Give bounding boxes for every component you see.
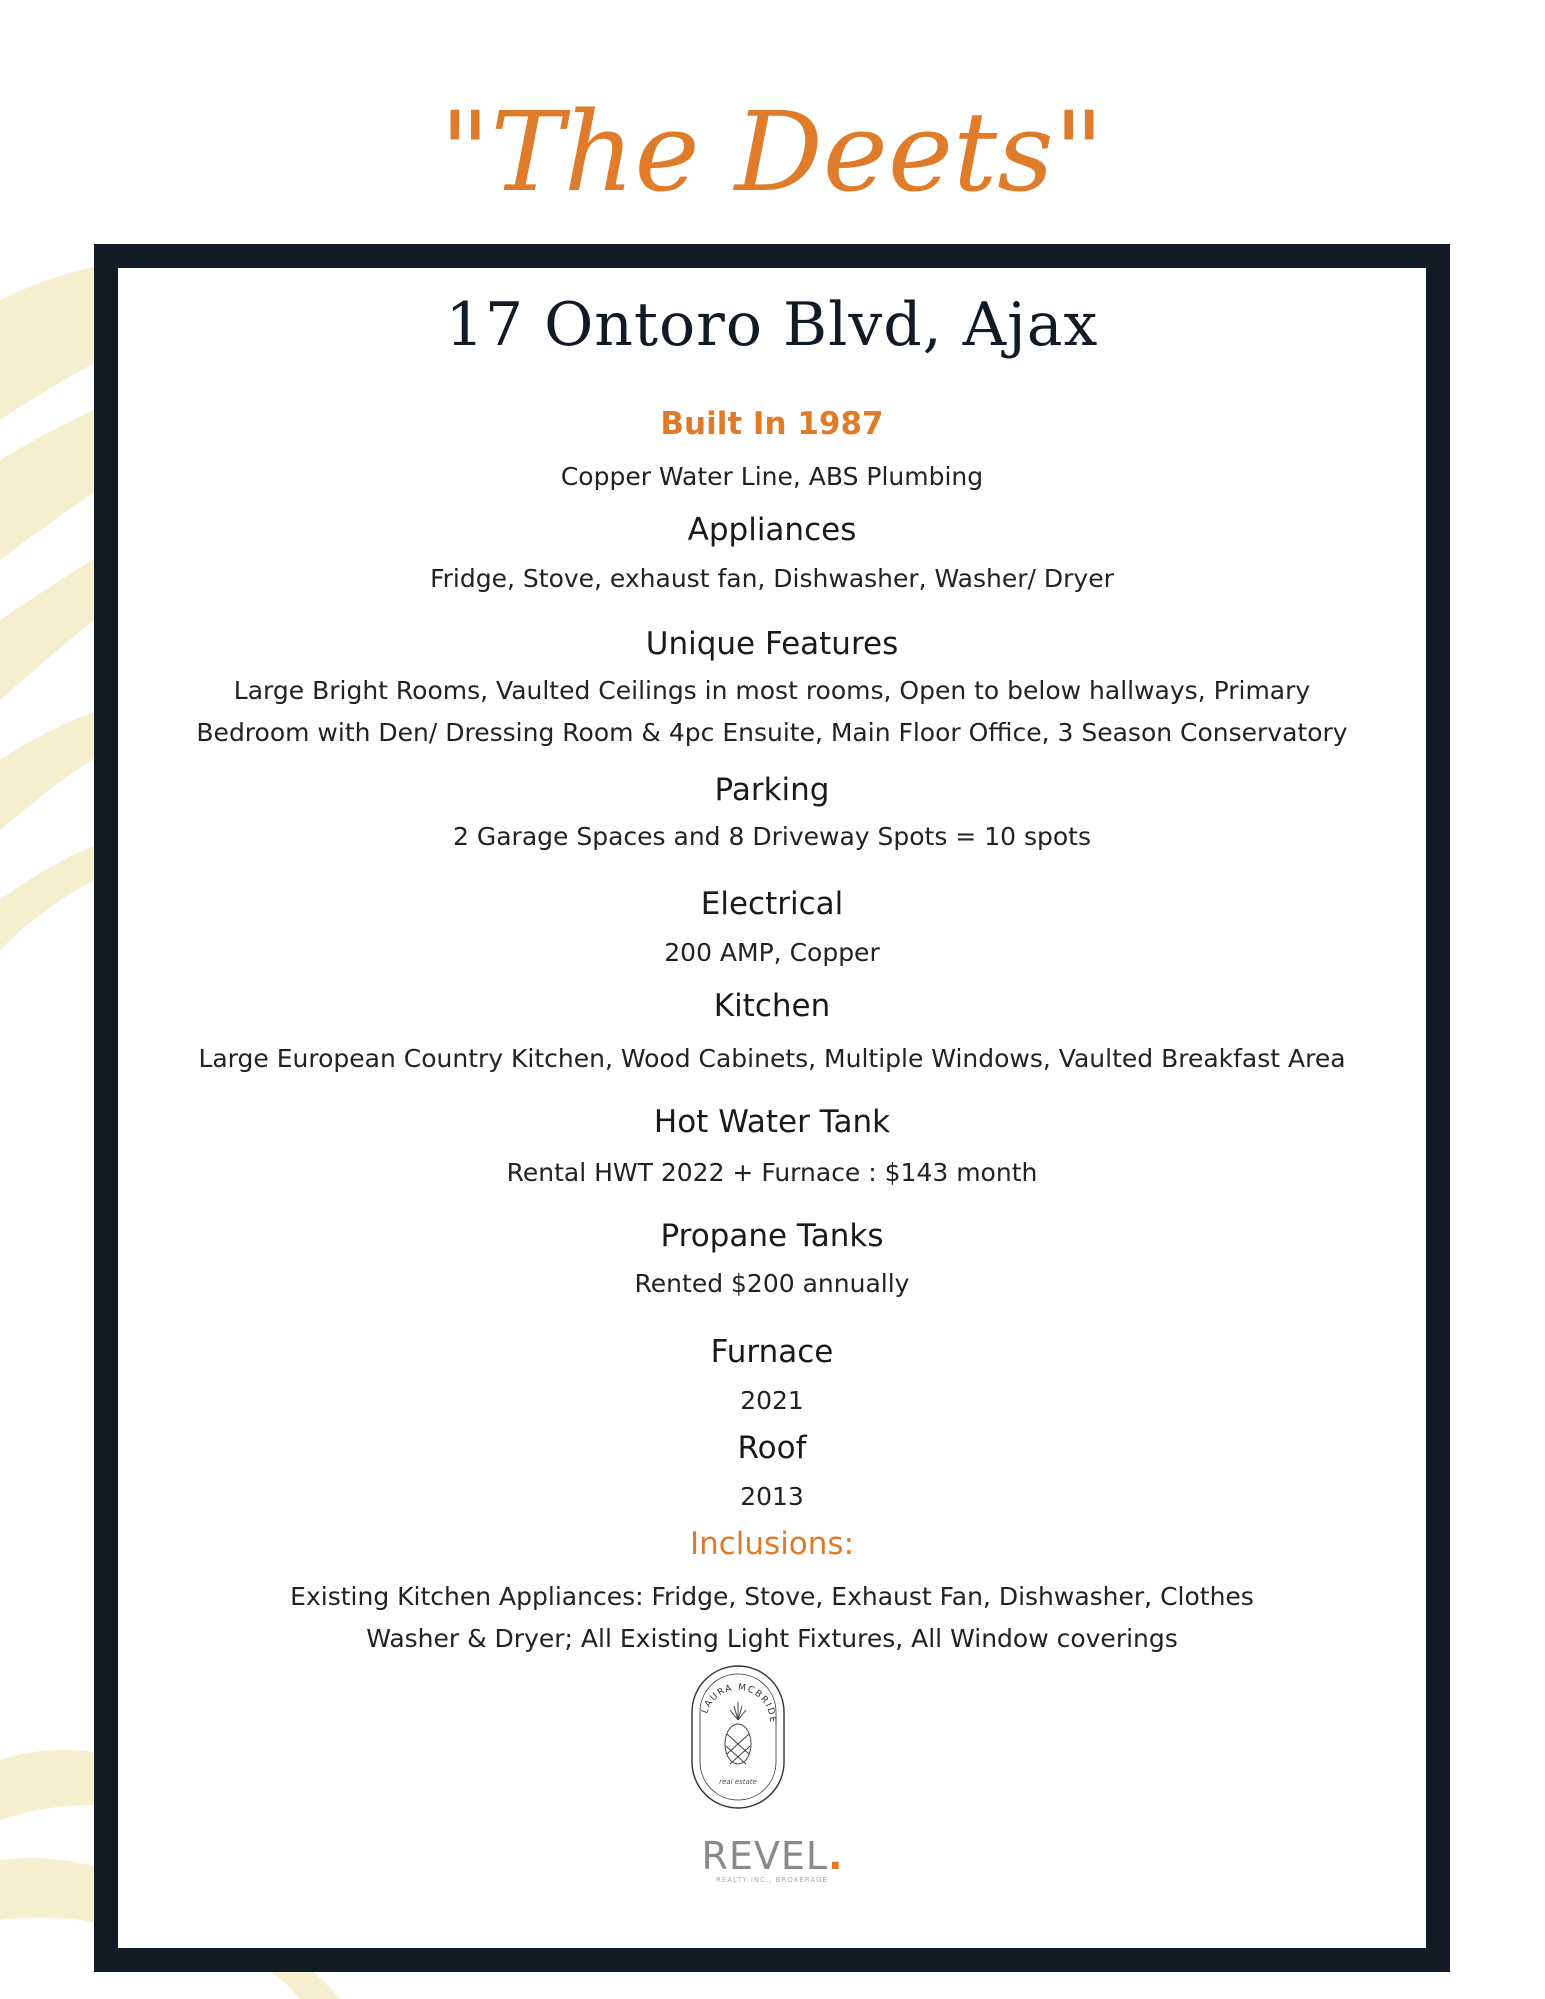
unique-line-2: Bedroom with Den/ Dressing Room & 4pc Ensuite, Main Floor Office, 3 Season Conservatory [196, 718, 1348, 747]
plumbing-line: Copper Water Line, ABS Plumbing [560, 462, 984, 491]
electrical-line: 200 AMP, Copper [664, 938, 880, 967]
roof-line: 2013 [740, 1482, 804, 1511]
parking-line: 2 Garage Spaces and 8 Driveway Spots = 10 spots [453, 822, 1091, 851]
built-year: Built In 1987 [660, 406, 884, 442]
furnace-line: 2021 [740, 1386, 804, 1415]
heading-parking: Parking [714, 772, 830, 808]
brokerage-name: REVEL [701, 1834, 829, 1878]
logo-sub: real estate [719, 1778, 757, 1786]
brokerage-dot: . [828, 1834, 843, 1878]
heading-kitchen: Kitchen [713, 988, 831, 1024]
heading-hot-water-tank: Hot Water Tank [653, 1104, 891, 1140]
script-title [0, 40, 1545, 240]
propane-line: Rented $200 annually [634, 1269, 910, 1298]
unique-line-1: Large Bright Rooms, Vaulted Ceilings in most rooms, Open to below hallways, Primary [233, 676, 1311, 705]
property-address: 17 Ontoro Blvd, Ajax [445, 290, 1099, 360]
agent-logo [688, 1662, 788, 1812]
heading-roof: Roof [737, 1430, 807, 1466]
inclusions-line-2: Washer & Dryer; All Existing Light Fixtures, All Window coverings [366, 1624, 1178, 1653]
heading-unique-features: Unique Features [645, 626, 899, 662]
details-frame [94, 244, 1450, 1972]
pineapple-icon [725, 1702, 751, 1764]
hot-water-line: Rental HWT 2022 + Furnace : $143 month [506, 1158, 1038, 1187]
heading-propane-tanks: Propane Tanks [660, 1218, 884, 1254]
heading-inclusions: Inclusions: [689, 1526, 855, 1562]
brokerage-logo [118, 1834, 1426, 1884]
heading-furnace: Furnace [710, 1334, 834, 1370]
inclusions-line-1: Existing Kitchen Appliances: Fridge, Stove, Exhaust Fan, Dishwasher, Clothes [290, 1582, 1254, 1611]
logo-name: LAURA MCBRIDE [700, 1682, 778, 1725]
brokerage-sub: REALTY INC., BROKERAGE [716, 1876, 828, 1884]
kitchen-line: Large European Country Kitchen, Wood Cabinets, Multiple Windows, Vaulted Breakfast Area [198, 1044, 1346, 1073]
heading-electrical: Electrical [700, 886, 844, 922]
title-text: "The Deets" [439, 88, 1105, 216]
heading-appliances: Appliances [687, 512, 857, 548]
appliances-line: Fridge, Stove, exhaust fan, Dishwasher, Washer/ Dryer [430, 564, 1114, 593]
